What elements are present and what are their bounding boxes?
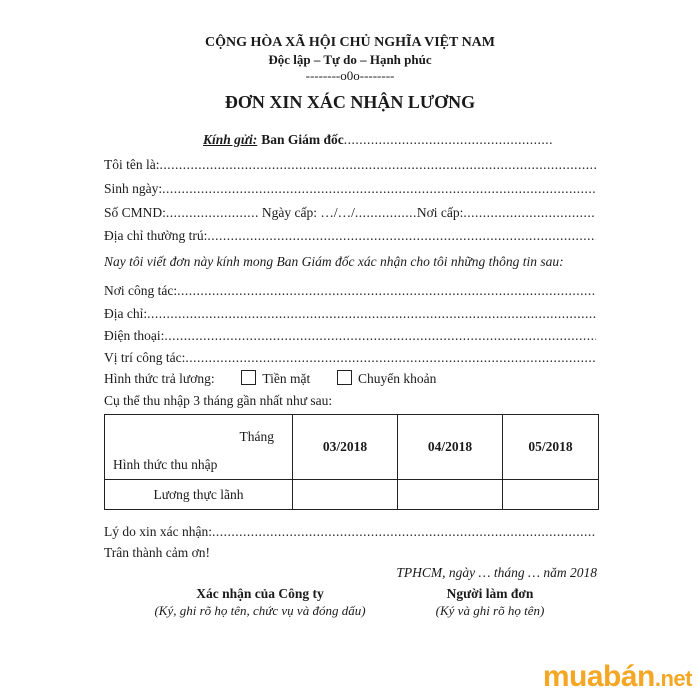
country-name: CỘNG HÒA XÃ HỘI CHỦ NGHĨA VIỆT NAM [204,35,495,50]
addressee-value: Ban Giám đốc [261,132,344,147]
income-intro: Cụ thể thu nhập 3 tháng gần nhất như sau: [104,393,333,408]
cash-checkbox[interactable] [241,370,256,385]
field-name [104,157,596,173]
header-separator: --------o0o-------- [305,68,395,83]
table-month-3: 05/2018 [503,415,599,480]
field-position-label: Vị trí công tác: [104,350,186,365]
payment-method-row [104,370,436,387]
field-work-address [104,306,596,322]
field-reason [104,524,596,540]
field-id-label: Số CMND: [104,205,166,220]
company-signature-note: (Ký, ghi rõ họ tên, chức vụ và đóng dấu) [154,603,366,618]
field-address [104,228,596,244]
addressee-label: Kính gửi: [203,132,258,147]
field-name-label: Tôi tên là: [104,157,160,172]
payment-method-label: Hình thức trả lương: [104,371,215,386]
thanks-text: Trân thành cảm ơn! [104,545,210,560]
place-date: TPHCM, ngày … tháng … năm 2018 [396,565,597,580]
field-phone-label: Điện thoại: [104,328,165,343]
table-month-header: Tháng [239,429,274,444]
field-issue-place-label: Nơi cấp: [416,205,464,220]
logo-suffix-text: .net [654,666,692,691]
applicant-signature-note: (Ký và ghi rõ họ tên) [435,603,545,618]
field-reason-label: Lý do xin xác nhận: [104,524,212,539]
muaban-logo [543,660,692,694]
table-month-1: 03/2018 [293,415,398,480]
income-table [104,414,599,510]
applicant-signature-title: Người làm đơn [446,586,534,601]
table-month-2: 04/2018 [398,415,503,480]
table-cell[interactable] [503,480,599,510]
field-workplace [104,283,596,299]
table-cell[interactable] [398,480,503,510]
document-title: ĐƠN XIN XÁC NHẬN LƯƠNG [224,92,476,112]
field-issue-date-label: Ngày cấp: …/…/ [261,205,355,220]
transfer-checkbox[interactable] [337,370,352,385]
table-row-label: Lương thực lãnh [105,480,293,510]
field-phone [104,328,596,344]
table-corner-cell [105,415,293,480]
addressee-dots [344,132,553,148]
field-address-label: Địa chỉ thường trú: [104,228,208,243]
field-id-row [104,205,596,221]
addressee-line [203,132,553,148]
cash-option-label: Tiền mặt [262,371,311,386]
transfer-option-label: Chuyển khoản [358,371,437,386]
field-birth-label: Sinh ngày: [104,181,163,196]
logo-main-text: muabán [542,660,655,693]
table-header-row [105,415,599,480]
table-cell[interactable] [293,480,398,510]
table-income-type-header: Hình thức thu nhập [113,457,218,472]
company-signature-title: Xác nhận của Công ty [196,586,324,601]
field-position [104,350,596,366]
request-intro: Nay tôi viết đơn này kính mong Ban Giám đốc xác nhận cho tôi những thông tin sau: [104,254,564,269]
table-row [105,480,599,510]
field-work-address-label: Địa chỉ: [104,306,148,321]
field-workplace-label: Nơi công tác: [104,283,178,298]
field-birth [104,181,596,197]
national-motto: Độc lập – Tự do – Hạnh phúc [268,52,432,67]
